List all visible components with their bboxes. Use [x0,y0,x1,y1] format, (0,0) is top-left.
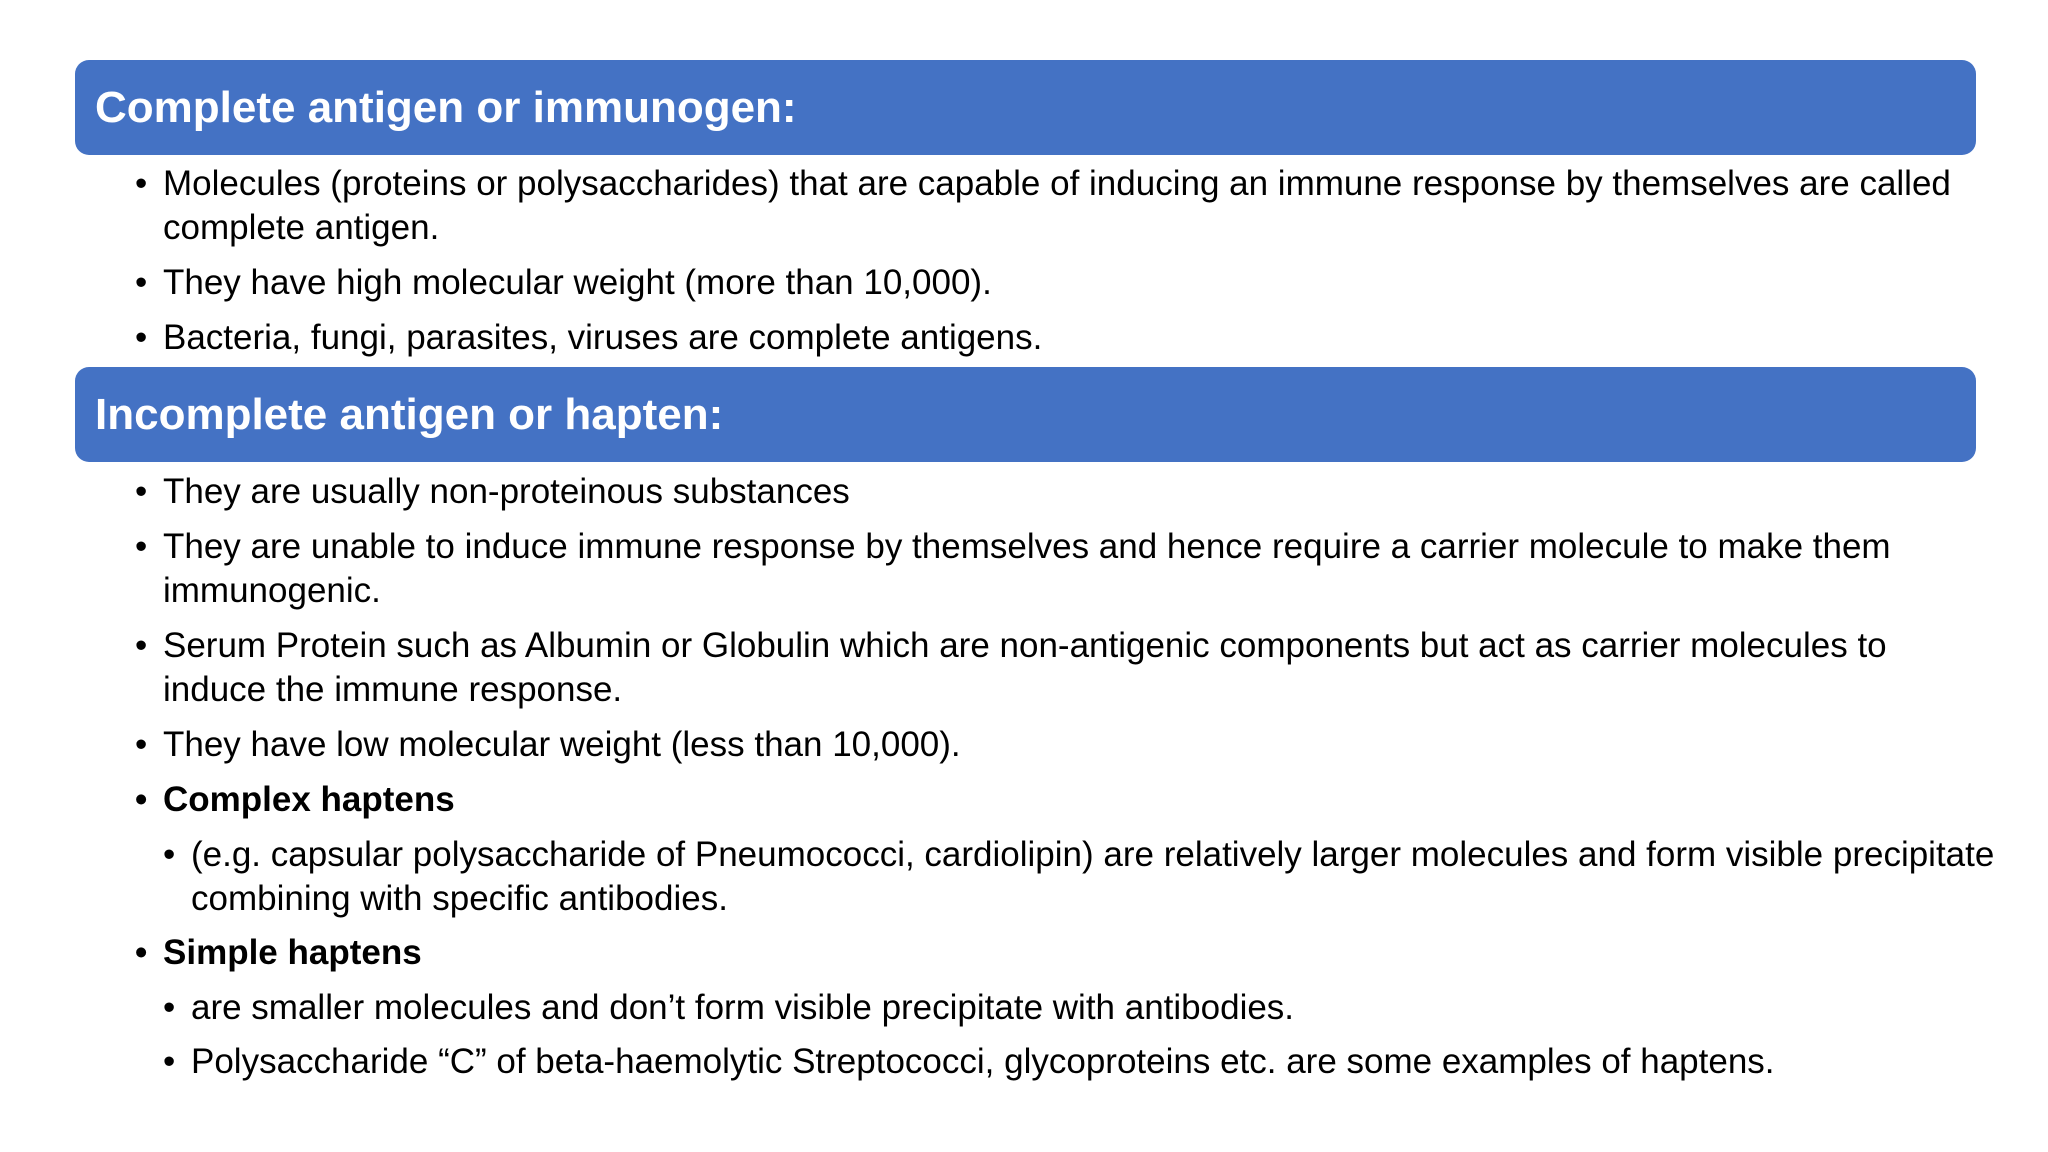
sub-list-item: • Polysaccharide “C” of beta-haemolytic Streptococci, glycoproteins etc. are some examples of haptens. [163,1040,1995,1084]
complete-antigen-list [135,162,1995,371]
sub-list-item: • (e.g. capsular polysaccharide of Pneumococci, cardiolipin) are relatively larger molecules and form visible precipitate combining with specific antibodies. [163,833,1995,921]
list-item: • They have high molecular weight (more than 10,000). [135,261,1995,305]
list-item: • Serum Protein such as Albumin or Globulin which are non-antigenic components but act as carrier molecules to induce the immune response. [135,624,1995,712]
section-heading-text: Incomplete antigen or hapten: [95,389,724,439]
list-item: • They are unable to induce immune response by themselves and hence require a carrier molecule to make them immunogenic. [135,525,1995,613]
section-heading-text: Complete antigen or immunogen: [95,82,797,132]
list-item: • They have low molecular weight (less than 10,000). [135,723,1995,767]
list-item: • They are usually non-proteinous substances [135,470,1995,514]
simple-haptens-label: • Simple haptens [135,931,1995,975]
list-item: • Bacteria, fungi, parasites, viruses are complete antigens. [135,316,1995,360]
sub-list-item: • are smaller molecules and don’t form visible precipitate with antibodies. [163,986,1995,1030]
complex-haptens-label: • Complex haptens [135,778,1995,822]
incomplete-antigen-list [135,470,1995,1093]
section-heading-incomplete-antigen [75,367,1976,462]
section-heading-complete-antigen [75,60,1976,155]
list-item: • Molecules (proteins or polysaccharides) that are capable of inducing an immune response by themselves are called complete antigen. [135,162,1995,250]
